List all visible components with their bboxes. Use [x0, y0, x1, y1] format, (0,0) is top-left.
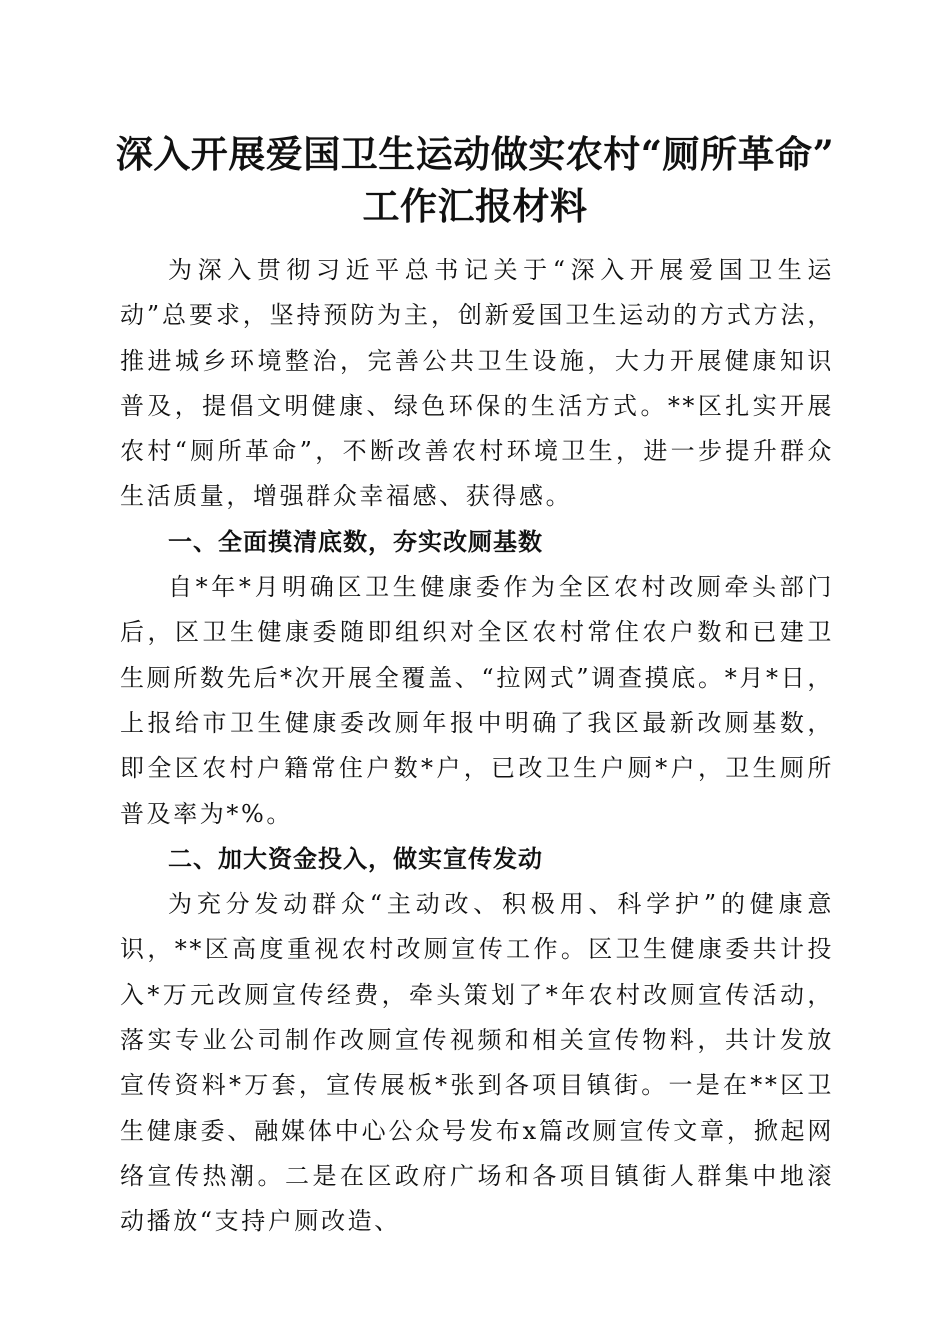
section-1-heading: 一、全面摸清底数，夯实改厕基数 [168, 527, 543, 556]
section-2-paragraph: 为充分发动群众“主动改、积极用、科学护”的健康意识，**区高度重视农村改厕宣传工作。区卫生健康委共计投入*万元改厕宣传经费，牵头策划了*年农村改厕宣传活动，落实专业公司制作改厕宣传视频和相关宣传物料，共计发放宣传资料*万套，宣传展板*张到各项目镇街。一是在**区卫生健康委、融媒体中心公众号发布x篇改厕宣传文章，掀起网络宣传热潮。二是在区政府广场和各项目镇街人群集中地滚动播放“支持户厕改造、 [120, 890, 834, 1236]
title-line-2: 工作汇报材料 [362, 184, 588, 228]
section-1-paragraph: 自*年*月明确区卫生健康委作为全区农村改厕牵头部门后，区卫生健康委随即组织对全区农村常住农户数和已建卫生厕所数先后*次开展全覆盖、“拉网式”调查摸底。*月*日，上报给市卫生健康委改厕年报中明确了我区最新改厕基数，即全区农村户籍常住户数*户，已改卫生户厕*户，卫生厕所普及率为*%。 [120, 573, 834, 828]
document-title [60, 128, 890, 232]
intro-paragraph: 为深入贯彻习近平总书记关于“深入开展爱国卫生运动”总要求，坚持预防为主，创新爱国卫生运动的方式方法，推进城乡环境整治，完善公共卫生设施，大力开展健康知识普及，提倡文明健康、绿色环保的生活方式。**区扎实开展农村“厕所革命”，不断改善农村环境卫生，进一步提升群众生活质量，增强群众幸福感、获得感。 [120, 256, 834, 511]
section-2-heading: 二、加大资金投入，做实宣传发动 [168, 844, 543, 873]
document-body [120, 248, 834, 1245]
title-line-1: 深入开展爱国卫生运动做实农村“厕所革命” [115, 132, 835, 176]
